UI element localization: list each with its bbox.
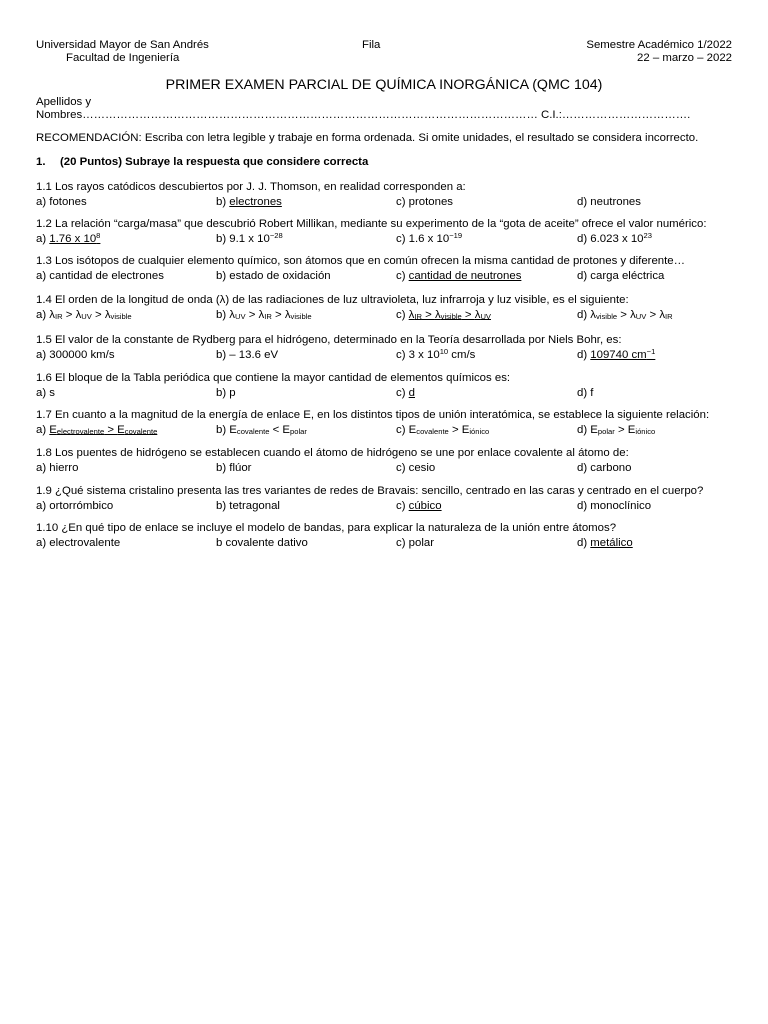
answer-options bbox=[36, 268, 738, 284]
question-2 bbox=[36, 217, 738, 247]
underlined-answer: electrones bbox=[229, 196, 282, 208]
option-a[interactable]: a) $\lambda_{IR} > \lambda_{UV} > \lambda_{visible}$ bbox=[36, 309, 132, 321]
exponent: −19 bbox=[449, 231, 463, 240]
subscript: visible bbox=[596, 312, 618, 321]
question-7 bbox=[36, 408, 738, 438]
subscript: polar bbox=[597, 427, 615, 436]
exponent: −28 bbox=[269, 231, 283, 240]
question-text: 1.9 ¿Qué sistema cristalino presenta las tres variantes de redes de Bravais: sencillo, centrado en las caras y centrado en el cuerpo? bbox=[36, 485, 704, 497]
question-text: 1.2 La relación “carga/masa” que descubrió Robert Millikan, mediante su experimento de la “gota de aceite” ofrece el valor numérico: bbox=[36, 218, 707, 230]
option-b[interactable]: b) flúor bbox=[216, 462, 252, 474]
subscript: UV bbox=[635, 312, 647, 321]
underlined-answer: 109740 $cm^{-1}$ bbox=[590, 347, 656, 361]
option-d[interactable]: d) 6.023 x $10^{23}$ bbox=[577, 231, 652, 245]
faculty-name: Facultad de Ingeniería bbox=[66, 52, 180, 64]
answer-options bbox=[36, 231, 738, 247]
option-b[interactable]: b) 9.1 x $10^{-28}$ bbox=[216, 231, 283, 245]
subscript: IR bbox=[665, 312, 673, 321]
subscript: covalente bbox=[236, 427, 270, 436]
exam-title: PRIMER EXAMEN PARCIAL DE QUÍMICA INORGÁNICA (QMC 104) bbox=[165, 77, 603, 93]
answer-options bbox=[36, 460, 738, 476]
option-a[interactable]: a) s bbox=[36, 387, 55, 399]
option-d[interactable]: d) f bbox=[577, 387, 594, 399]
option-d[interactable]: d) carbono bbox=[577, 462, 632, 474]
energy-relation: $E_{polar} > E_{iónico}$ bbox=[590, 424, 656, 436]
question-1 bbox=[36, 180, 738, 210]
question-10 bbox=[36, 521, 738, 551]
question-text: 1.5 El valor de la constante de Rydberg para el hidrógeno, determinado en la Teoría desarrollada por Niels Bohr, es: bbox=[36, 334, 622, 346]
subscript: covalente bbox=[416, 427, 449, 436]
question-6 bbox=[36, 371, 738, 401]
option-c[interactable]: c) 3 x $10^{10}$ cm/s bbox=[396, 347, 476, 361]
option-b[interactable]: b) – 13.6 eV bbox=[216, 349, 279, 361]
option-c[interactable]: c) cesio bbox=[396, 462, 436, 474]
underlined-answer: $E_{electrovalente} > E_{covalente}$ bbox=[49, 424, 158, 436]
option-d[interactable]: d) carga eléctrica bbox=[577, 270, 665, 282]
exponent: 8 bbox=[96, 231, 101, 240]
subscript: covalente bbox=[124, 427, 158, 436]
option-b[interactable]: b) estado de oxidación bbox=[216, 270, 331, 282]
option-a[interactable]: a) cantidad de electrones bbox=[36, 270, 164, 282]
option-c[interactable]: c) 1.6 x $10^{-19}$ bbox=[396, 231, 463, 245]
question-8 bbox=[36, 446, 738, 476]
section-heading bbox=[36, 155, 368, 169]
question-text: 1.7 En cuanto a la magnitud de la energía de enlace E, en los distintos tipos de unión interatómica, se establece la siguiente relación: bbox=[36, 409, 710, 421]
energy-relation: $E_{covalente} < E_{polar}$ bbox=[229, 424, 307, 436]
question-9 bbox=[36, 484, 738, 514]
option-d[interactable]: d) $\lambda_{visible} > \lambda_{UV} > \lambda_{IR}$ bbox=[577, 309, 673, 321]
answer-options bbox=[36, 194, 738, 210]
underlined-answer: metálico bbox=[590, 537, 633, 549]
subscript: iónico bbox=[635, 427, 656, 436]
answer-options bbox=[36, 535, 738, 551]
option-b[interactable]: b) $E_{covalente} < E_{polar}$ bbox=[216, 424, 307, 436]
option-a[interactable]: a) $E_{electrovalente} > E_{covalente}$ bbox=[36, 424, 158, 436]
option-d[interactable]: d) $E_{polar} > E_{iónico}$ bbox=[577, 424, 656, 436]
section-number: 1. bbox=[36, 156, 46, 168]
subscript: visible bbox=[110, 312, 132, 321]
subscript: UV bbox=[235, 312, 246, 321]
exponent: −1 bbox=[646, 347, 656, 356]
option-d[interactable]: d) monoclínico bbox=[577, 500, 652, 512]
underlined-answer: $\lambda_{IR} > \lambda_{visible} > \lambda_{UV}$ bbox=[408, 309, 491, 321]
wavelength-order: $\lambda_{IR} > \lambda_{UV} > \lambda_{visible}$ bbox=[49, 309, 132, 321]
question-text: 1.3 Los isótopos de cualquier elemento químico, son átomos que en común ofrecen la misma cantidad de protones y diferente… bbox=[36, 255, 686, 267]
recommendation-text: RECOMENDACIÓN: Escriba con letra legible y trabaje en forma ordenada. Si omite unidades, el resultado se considera incorrecto. bbox=[36, 132, 699, 144]
answer-options bbox=[36, 307, 738, 323]
option-a[interactable]: a) 1.76 x $10^8$ bbox=[36, 231, 101, 245]
exponent: 10 bbox=[439, 347, 449, 356]
answer-options bbox=[36, 422, 738, 438]
university-name: Universidad Mayor de San Andrés bbox=[36, 39, 209, 51]
option-d[interactable]: d) neutrones bbox=[577, 196, 641, 208]
answer-options bbox=[36, 385, 738, 401]
option-c[interactable]: c) cantidad de neutrones bbox=[396, 270, 522, 282]
option-c[interactable]: c) protones bbox=[396, 196, 453, 208]
names-ci-line: Nombres………………………………………………………………………………………………………… C.I.:……………………………. bbox=[36, 109, 691, 121]
option-a[interactable]: a) fotones bbox=[36, 196, 87, 208]
wavelength-order: $\lambda_{UV} > \lambda_{IR} > \lambda_{visible}$ bbox=[229, 309, 312, 321]
semester-label: Semestre Académico 1/2022 bbox=[586, 39, 732, 51]
question-text: 1.1 Los rayos catódicos descubiertos por J. J. Thomson, en realidad corresponden a: bbox=[36, 181, 466, 193]
option-a[interactable]: a) electrovalente bbox=[36, 537, 121, 549]
option-d[interactable]: d) 109740 $cm^{-1}$ bbox=[577, 347, 656, 361]
underlined-answer: cúbico bbox=[408, 500, 442, 512]
subscript: iónico bbox=[469, 427, 490, 436]
subscript: IR bbox=[414, 312, 422, 321]
option-b[interactable]: b) $\lambda_{UV} > \lambda_{IR} > \lambda_{visible}$ bbox=[216, 309, 312, 321]
subscript: UV bbox=[480, 312, 491, 321]
subscript: visible bbox=[440, 312, 462, 321]
question-text: 1.8 Los puentes de hidrógeno se establecen cuando el átomo de hidrógeno se une por enlace covalente al átomo de: bbox=[36, 447, 629, 459]
option-b[interactable]: b) electrones bbox=[216, 196, 282, 208]
underlined-answer: d bbox=[408, 387, 415, 399]
energy-relation: $E_{covalente} > E_{iónico}$ bbox=[408, 424, 490, 436]
option-b[interactable]: b covalente dativo bbox=[216, 537, 308, 549]
section-title: (20 Puntos) Subraye la respuesta que considere correcta bbox=[60, 156, 369, 168]
row-label: Fila bbox=[362, 39, 381, 51]
option-d[interactable]: d) metálico bbox=[577, 537, 633, 549]
exponent: 23 bbox=[643, 231, 652, 240]
option-c[interactable]: c) polar bbox=[396, 537, 434, 549]
option-c[interactable]: c) $\lambda_{IR} > \lambda_{visible} > \lambda_{UV}$ bbox=[396, 309, 491, 321]
option-a[interactable]: a) 300000 km/s bbox=[36, 349, 115, 361]
question-4 bbox=[36, 293, 738, 323]
answer-options bbox=[36, 498, 738, 514]
question-text: 1.10 ¿En qué tipo de enlace se incluye el modelo de bandas, para explicar la naturaleza de la unión entre átomos? bbox=[36, 522, 617, 534]
subscript: IR bbox=[264, 312, 272, 321]
option-c[interactable]: c) $E_{covalente} > E_{iónico}$ bbox=[396, 424, 490, 436]
question-3 bbox=[36, 254, 738, 284]
option-a[interactable]: a) ortorrómbico bbox=[36, 500, 114, 512]
subscript: visible bbox=[290, 312, 312, 321]
underlined-answer: 1.76 x $10^8$ bbox=[49, 231, 101, 245]
option-a[interactable]: a) hierro bbox=[36, 462, 79, 474]
subscript: electrovalente bbox=[56, 427, 105, 436]
document-header bbox=[36, 38, 732, 52]
subscript: polar bbox=[290, 427, 307, 436]
subscript: IR bbox=[55, 312, 63, 321]
question-5 bbox=[36, 333, 738, 363]
subscript: UV bbox=[81, 312, 92, 321]
exam-date: 22 – marzo – 2022 bbox=[637, 52, 732, 64]
answer-options bbox=[36, 347, 738, 363]
question-text: 1.4 El orden de la longitud de onda (λ) de las radiaciones de luz ultravioleta, luz infrarroja y luz visible, es el siguiente: bbox=[36, 294, 629, 306]
question-text: 1.6 El bloque de la Tabla periódica que contiene la mayor cantidad de elementos químicos es: bbox=[36, 372, 511, 384]
surnames-label: Apellidos y bbox=[36, 96, 92, 108]
option-b[interactable]: b) tetragonal bbox=[216, 500, 280, 512]
wavelength-order: $\lambda_{visible} > \lambda_{UV} > \lambda_{IR}$ bbox=[590, 309, 673, 321]
option-c[interactable]: c) cúbico bbox=[396, 500, 442, 512]
option-c[interactable]: c) d bbox=[396, 387, 415, 399]
option-b[interactable]: b) p bbox=[216, 387, 236, 399]
underlined-answer: cantidad de neutrones bbox=[408, 270, 522, 282]
